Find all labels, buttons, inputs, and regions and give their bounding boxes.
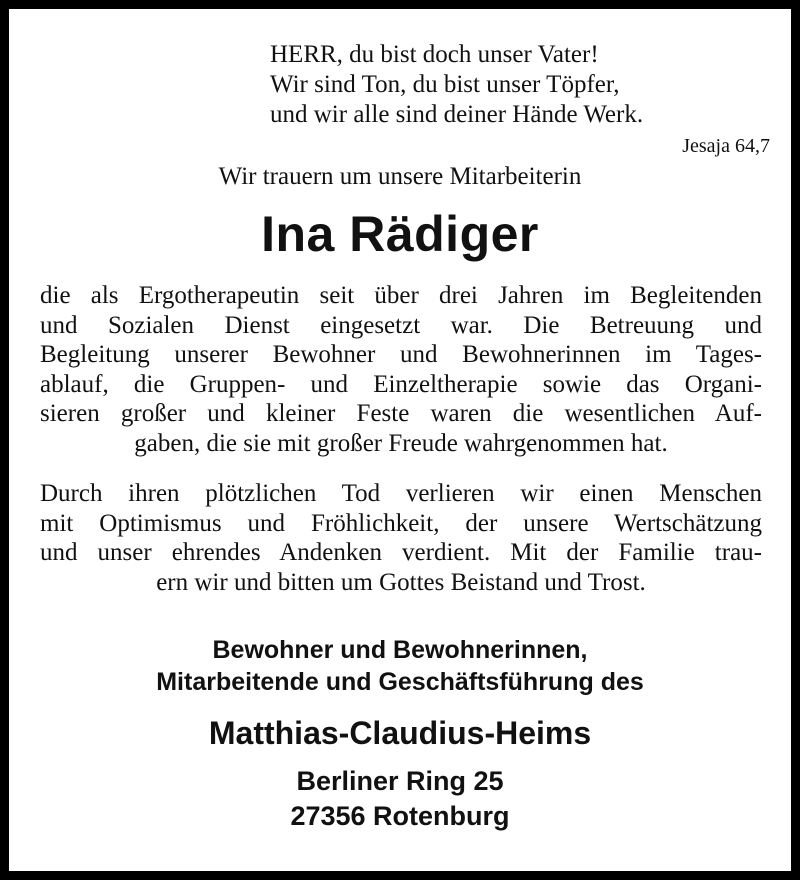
signature-line-1: Bewohner und Bewohnerinnen,: [212, 636, 588, 664]
paragraph-line: und unser ehrendes Andenken verdient. Mit der Familie trau-: [40, 539, 762, 566]
verse-line: HERR, du bist doch unser Vater!: [270, 41, 599, 68]
bible-verse: [270, 40, 643, 130]
paragraph-line: sieren großer und kleiner Feste waren die wesentlichen Auf-: [40, 400, 762, 427]
paragraph-line: Begleitung unserer Bewohner und Bewohnerinnen im Tages-: [40, 341, 762, 368]
signature-line-2: Mitarbeitende und Geschäftsführung des: [156, 668, 644, 696]
tribute-paragraph-2: [40, 479, 762, 597]
paragraph-line: Durch ihren plötzlichen Tod verlieren wir einen Menschen: [40, 480, 762, 507]
paragraph-line: ablauf, die Gruppen- und Einzeltherapie sowie das Organi-: [40, 370, 762, 398]
paragraph-line: mit Optimismus und Fröhlichkeit, der unsere Wertschätzung: [40, 509, 762, 537]
organization-name: Matthias-Claudius-Heims: [208, 715, 592, 751]
deceased-name: Ina Rädiger: [261, 206, 539, 262]
verse-citation: Jesaja 64,7: [682, 135, 770, 157]
verse-line: und wir alle sind deiner Hände Werk.: [270, 101, 644, 128]
paragraph-line: ern wir und bitten um Gottes Beistand und Trost.: [156, 568, 646, 596]
intro-text: Wir trauern um unsere Mitarbeiterin: [218, 163, 582, 190]
paragraph-line: und Sozialen Dienst eingesetzt war. Die Betreuung und: [40, 311, 762, 339]
tribute-paragraph-1: [40, 281, 762, 458]
address-street: Berliner Ring 25: [296, 766, 504, 796]
verse-line: Wir sind Ton, du bist unser Töpfer,: [270, 71, 620, 98]
paragraph-line: gaben, die sie mit großer Freude wahrgenommen hat.: [134, 429, 668, 457]
address-city: 27356 Rotenburg: [290, 801, 510, 831]
paragraph-line: die als Ergotherapeutin seit über drei Jahren im Begleitenden: [40, 282, 762, 309]
